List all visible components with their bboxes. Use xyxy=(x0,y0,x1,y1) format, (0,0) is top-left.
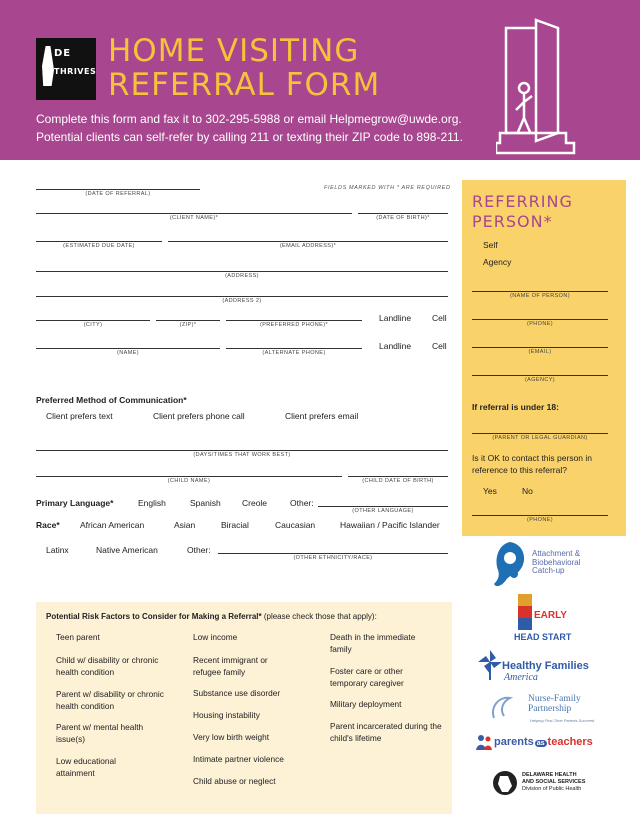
pat-text-as: as xyxy=(536,740,545,747)
child-dob-caption: (CHILD DATE OF BIRTH) xyxy=(362,478,434,484)
nfp-swirl-icon xyxy=(490,694,514,722)
abc-mother-child-icon xyxy=(490,540,530,590)
logo-text-line2: THRIVES xyxy=(54,67,97,76)
instructions-line2: Potential clients can self-refer by calling 211 or texting their ZIP code to 898-211. xyxy=(36,130,463,144)
landline-option-2[interactable]: Landline xyxy=(379,341,412,351)
referrer-phone-caption: (PHONE) xyxy=(526,321,554,327)
risk-option[interactable]: Teen parent xyxy=(56,632,100,642)
name-caption: (NAME) xyxy=(117,350,139,356)
email-address-field[interactable] xyxy=(168,241,448,242)
risk-heading-bold: Potential Risk Factors to Consider for Making a Referral* xyxy=(46,612,262,621)
referring-title-line2: PERSON* xyxy=(472,212,553,231)
ok-contact-no-option[interactable]: No xyxy=(522,486,533,496)
risk-option[interactable]: Child w/ disability or chronic health condition xyxy=(56,655,159,677)
abc-text-line1: Attachment & xyxy=(532,549,581,558)
pinwheel-icon xyxy=(478,650,502,680)
lang-english-option[interactable]: English xyxy=(138,498,166,508)
race-asian-option[interactable]: Asian xyxy=(174,520,196,530)
lang-other-option[interactable]: Other: xyxy=(290,498,314,508)
dhss-text-line1: DELAWARE HEALTH xyxy=(522,772,577,778)
risk-option[interactable]: Parent incarcerated during the child's lifetime xyxy=(330,721,442,743)
block-icon xyxy=(518,618,532,630)
healthy-families-america-logo xyxy=(478,650,628,686)
open-door-child-icon xyxy=(496,18,588,158)
pref-email-option[interactable]: Client prefers email xyxy=(285,411,359,421)
alternate-phone-caption: (ALTERNATE PHONE) xyxy=(262,350,326,356)
other-ethnicity-caption: (OTHER ETHNICITY/RACE) xyxy=(293,555,373,561)
race-african-american-option[interactable]: African American xyxy=(80,520,145,530)
risk-option[interactable]: Very low birth weight xyxy=(193,732,270,742)
referring-agency-option[interactable]: Agency xyxy=(483,257,512,267)
referrer-email-field[interactable] xyxy=(472,347,608,348)
risk-option[interactable]: Parent w/ mental health issue(s) xyxy=(56,722,144,744)
referrer-name-field[interactable] xyxy=(472,291,608,292)
guardian-field[interactable] xyxy=(472,433,608,434)
name-field[interactable] xyxy=(36,348,220,349)
address2-caption: (ADDRESS 2) xyxy=(222,298,262,304)
primary-language-label: Primary Language* xyxy=(36,498,114,508)
delaware-state-icon xyxy=(42,46,54,86)
referrer-agency-field[interactable] xyxy=(472,375,608,376)
other-language-caption: (OTHER LANGUAGE) xyxy=(352,508,414,514)
date-of-referral-field[interactable] xyxy=(36,189,200,190)
lang-creole-option[interactable]: Creole xyxy=(242,498,268,508)
client-name-field[interactable] xyxy=(36,213,352,214)
parents-as-teachers-logo xyxy=(476,734,626,752)
risk-option[interactable]: Recent immigrant or refugee family xyxy=(193,655,268,677)
de-thrives-logo xyxy=(36,38,96,100)
other-language-field[interactable] xyxy=(318,506,448,507)
cell-option-1[interactable]: Cell xyxy=(432,313,447,323)
dhss-logo xyxy=(492,768,622,800)
race-hawaiian-option[interactable]: Hawaiian / Pacific Islander xyxy=(340,520,440,530)
block-icon xyxy=(518,594,532,606)
city-caption: (CITY) xyxy=(83,322,103,328)
pat-text-parents: parents xyxy=(494,736,534,748)
pref-phone-option[interactable]: Client prefers phone call xyxy=(153,411,245,421)
risk-option[interactable]: Low income xyxy=(193,632,238,642)
guardian-caption: (PARENT OR LEGAL GUARDIAN) xyxy=(492,435,588,441)
race-label: Race* xyxy=(36,520,60,530)
estimated-due-date-caption: (ESTIMATED DUE DATE) xyxy=(63,243,135,249)
dhss-seal-icon xyxy=(492,770,518,796)
hfa-text-line2: America xyxy=(504,672,538,683)
race-other-option[interactable]: Other: xyxy=(187,545,211,555)
nfp-text-line1: Nurse-Family xyxy=(528,694,581,704)
risk-option[interactable]: Substance use disorder xyxy=(193,688,281,698)
nfp-text-line2: Partnership xyxy=(528,704,572,714)
alternate-phone-field[interactable] xyxy=(226,348,362,349)
risk-option[interactable]: Low educational attainment xyxy=(56,756,116,778)
hfa-text-line1: Healthy Families xyxy=(502,660,589,672)
preferred-method-label: Preferred Method of Communication* xyxy=(36,395,187,405)
risk-option[interactable]: Child abuse or neglect xyxy=(193,776,276,786)
race-biracial-option[interactable]: Biracial xyxy=(221,520,249,530)
address2-field[interactable] xyxy=(36,296,448,297)
date-of-referral-caption: (DATE OF REFERRAL) xyxy=(85,191,151,197)
nfp-tagline: Helping First-Time Parents Succeed xyxy=(530,718,595,723)
race-latinx-option[interactable]: Latinx xyxy=(46,545,69,555)
client-name-caption: (CLIENT NAME)* xyxy=(169,215,219,221)
nurse-family-partnership-logo xyxy=(490,692,620,728)
child-dob-field[interactable] xyxy=(348,476,448,477)
referring-self-option[interactable]: Self xyxy=(483,240,498,250)
risk-option[interactable]: Intimate partner violence xyxy=(193,754,284,764)
abc-text-line3: Catch-up xyxy=(532,566,565,575)
block-icon xyxy=(518,606,532,618)
referrer-phone2-caption: (PHONE) xyxy=(526,517,554,523)
instructions xyxy=(36,110,463,146)
preferred-phone-caption: (PREFERRED PHONE)* xyxy=(259,322,328,328)
page-title xyxy=(108,34,380,102)
estimated-due-date-field[interactable] xyxy=(36,241,162,242)
date-of-birth-caption: (DATE OF BIRTH)* xyxy=(376,215,430,221)
child-name-field[interactable] xyxy=(36,476,342,477)
referring-person-title xyxy=(472,192,573,232)
logo-text-line1: DE xyxy=(54,48,72,59)
referrer-phone-field[interactable] xyxy=(472,319,608,320)
referrer-email-caption: (EMAIL) xyxy=(528,349,552,355)
race-native-american-option[interactable]: Native American xyxy=(96,545,158,555)
address-caption: (ADDRESS) xyxy=(225,273,259,279)
days-times-field[interactable] xyxy=(36,450,448,451)
email-address-caption: (EMAIL ADDRESS)* xyxy=(279,243,337,249)
required-note: FIELDS MARKED WITH * ARE REQUIRED xyxy=(324,185,451,191)
abc-logo xyxy=(490,540,620,590)
ok-to-contact-question: Is it OK to contact this person in reference to this referral? xyxy=(472,453,593,475)
early-head-start-logo xyxy=(514,594,584,648)
dhss-text-line3: Division of Public Health xyxy=(522,786,582,792)
title-line2: REFERRAL FORM xyxy=(108,67,381,103)
risk-factors-heading xyxy=(46,612,377,621)
cell-option-2[interactable]: Cell xyxy=(432,341,447,351)
referrer-name-caption: (NAME OF PERSON) xyxy=(510,293,570,299)
race-caucasian-option[interactable]: Caucasian xyxy=(275,520,316,530)
ehs-text-line2: HEAD START xyxy=(514,632,572,642)
title-line1: HOME VISITING xyxy=(108,33,360,69)
pat-people-icon xyxy=(476,734,494,750)
days-times-caption: (DAYS/TIMES THAT WORK BEST) xyxy=(193,452,291,458)
ehs-text-line1: EARLY xyxy=(534,610,567,621)
pref-text-option[interactable]: Client prefers text xyxy=(46,411,113,421)
date-of-birth-field[interactable] xyxy=(358,213,448,214)
referring-title-line1: REFERRING xyxy=(472,192,573,211)
risk-option[interactable]: Housing instability xyxy=(193,710,260,720)
other-ethnicity-field[interactable] xyxy=(218,553,448,554)
child-name-caption: (CHILD NAME) xyxy=(167,478,211,484)
risk-option[interactable]: Death in the immediate family xyxy=(330,632,416,654)
lang-spanish-option[interactable]: Spanish xyxy=(190,498,221,508)
instructions-line1: Complete this form and fax it to 302-295-5988 or email Helpmegrow@uwde.org. xyxy=(36,112,462,126)
zip-caption: (ZIP)* xyxy=(179,322,197,328)
preferred-phone-field[interactable] xyxy=(226,320,362,321)
risk-option[interactable]: Foster care or other temporary caregiver xyxy=(330,666,404,688)
risk-option[interactable]: Parent w/ disability or chronic health condition xyxy=(56,689,164,711)
landline-option-1[interactable]: Landline xyxy=(379,313,412,323)
pat-text-teachers: teachers xyxy=(547,736,593,748)
referring-person-panel xyxy=(462,180,626,536)
abc-text-line2: Biobehavioral xyxy=(532,557,581,567)
under-18-label: If referral is under 18: xyxy=(472,402,559,412)
referrer-agency-caption: (AGENCY) xyxy=(524,377,556,383)
ok-contact-yes-option[interactable]: Yes xyxy=(483,486,497,496)
city-field[interactable] xyxy=(36,320,150,321)
address-field[interactable] xyxy=(36,271,448,272)
referrer-phone2-field[interactable] xyxy=(472,515,608,516)
zip-field[interactable] xyxy=(156,320,220,321)
risk-heading-rest: (please check those that apply): xyxy=(261,612,377,621)
risk-option[interactable]: Military deployment xyxy=(330,699,402,709)
dhss-text-line2: AND SOCIAL SERVICES xyxy=(522,779,586,785)
